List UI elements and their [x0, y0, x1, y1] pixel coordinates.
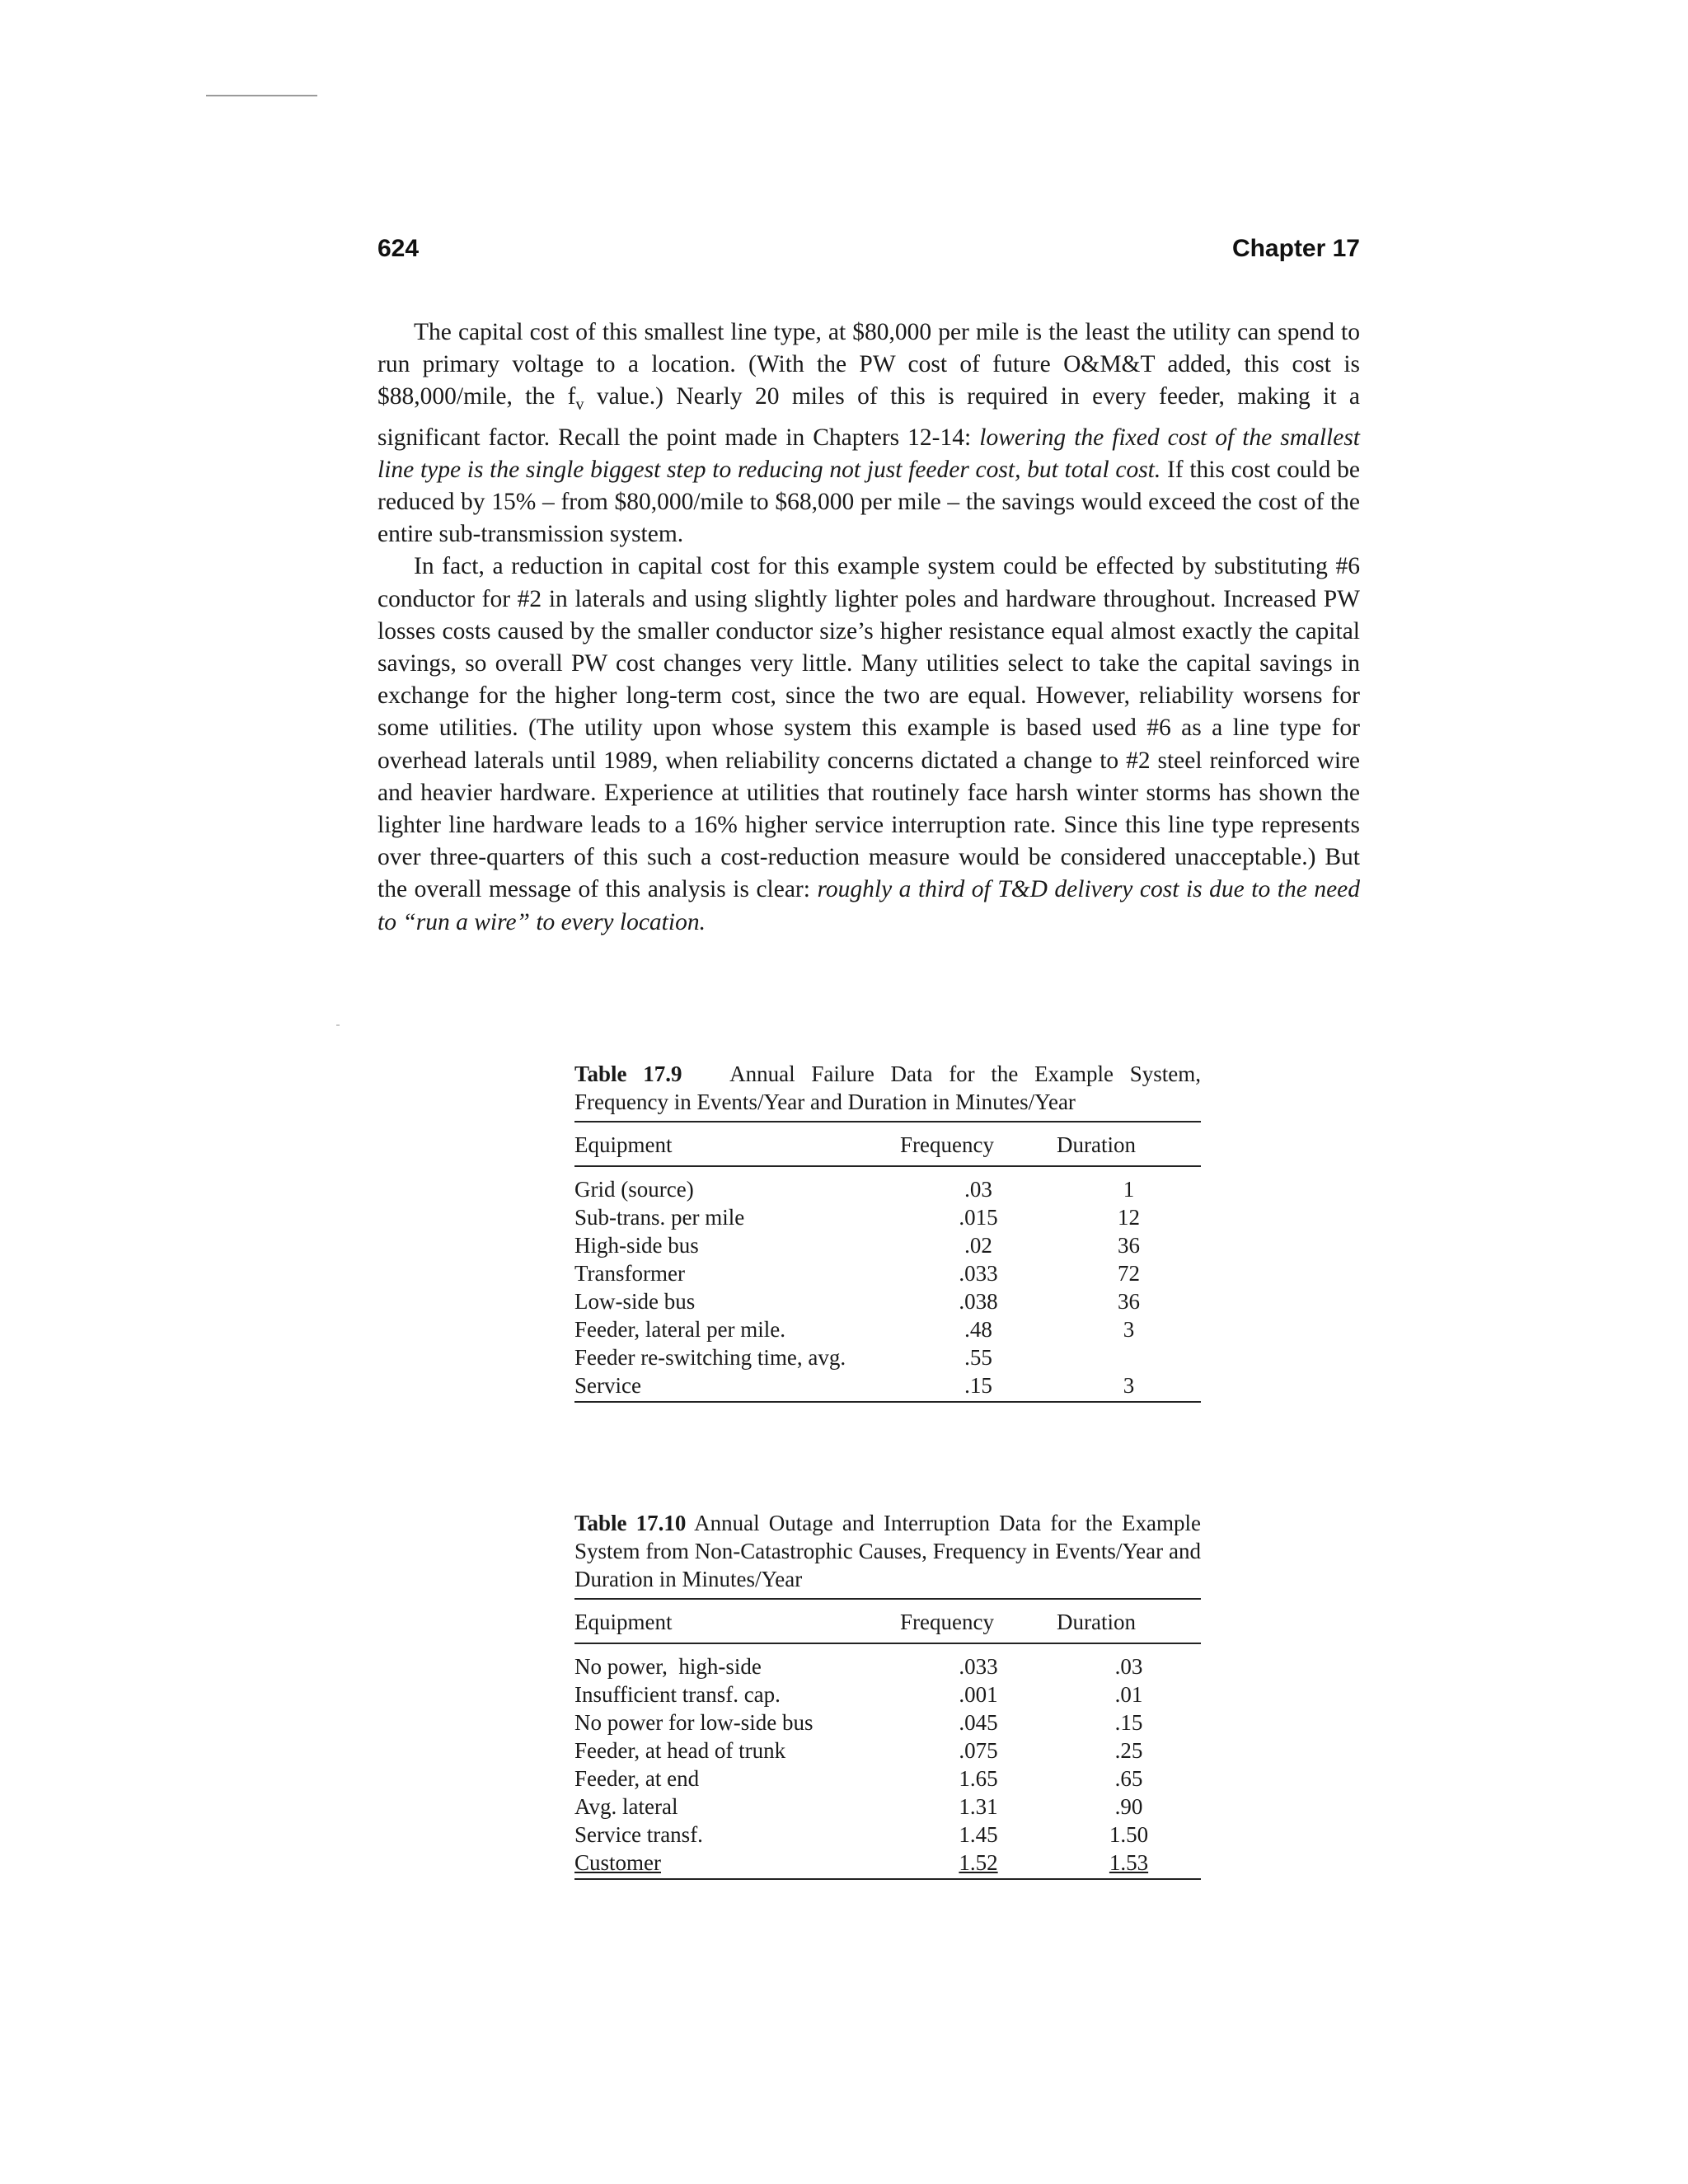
chapter-title: Chapter 17	[1231, 235, 1360, 262]
table-row	[574, 1765, 1201, 1793]
col-header-equipment: Equipment	[574, 1599, 900, 1643]
col-header-duration: Duration	[1057, 1599, 1201, 1643]
table-row	[574, 1821, 1201, 1849]
cell-duration: .25	[1114, 1738, 1143, 1763]
cell-duration	[1057, 1343, 1201, 1371]
cell-frequency: .001	[959, 1682, 998, 1707]
table-17-9	[574, 1060, 1201, 1403]
cell-equipment: Feeder re-switching time, avg.	[574, 1345, 846, 1370]
cell-duration: 12	[1118, 1205, 1140, 1230]
table-17-9-caption-line1: Annual Failure Data for the Example System,	[729, 1062, 1201, 1086]
cell-equipment: High-side bus	[574, 1233, 699, 1258]
cell-equipment: No power for low-side bus	[574, 1710, 814, 1735]
paragraph-2	[377, 551, 1360, 938]
cell-duration: .01	[1114, 1682, 1143, 1707]
cell-duration: .90	[1114, 1794, 1143, 1819]
cell-frequency: .015	[959, 1205, 998, 1230]
col-header-equipment: Equipment	[574, 1122, 900, 1166]
cell-equipment: No power, high-side	[574, 1654, 762, 1679]
cell-duration: .15	[1114, 1710, 1143, 1735]
cell-frequency: .55	[964, 1345, 992, 1370]
cell-equipment: Feeder, at head of trunk	[574, 1738, 786, 1763]
table-row	[574, 1166, 1201, 1203]
cell-equipment: Low-side bus	[574, 1289, 696, 1314]
table-17-9-caption-line2: Frequency in Events/Year and Duration in Minutes/Year	[574, 1090, 1076, 1114]
cell-frequency: .02	[964, 1233, 992, 1258]
table-17-10-grid	[574, 1598, 1201, 1880]
cell-frequency: .03	[964, 1177, 992, 1202]
col-header-duration: Duration	[1057, 1122, 1201, 1166]
paragraph-1	[377, 316, 1360, 551]
cell-equipment: Grid (source)	[574, 1177, 694, 1202]
page-number: 624	[377, 235, 420, 262]
cell-frequency: 1.65	[959, 1766, 998, 1791]
table-row	[574, 1315, 1201, 1343]
cell-duration: 36	[1118, 1289, 1140, 1314]
cell-equipment: Feeder, lateral per mile.	[574, 1317, 786, 1342]
cell-frequency: .033	[959, 1654, 998, 1679]
cell-equipment: Service	[574, 1373, 641, 1398]
cell-duration: 1.50	[1109, 1822, 1149, 1847]
cell-frequency: 1.45	[959, 1822, 998, 1847]
table-row	[574, 1231, 1201, 1259]
p1-subscript: v	[575, 396, 584, 415]
cell-duration: 36	[1118, 1233, 1140, 1258]
table-row	[574, 1849, 1201, 1879]
cell-frequency: .033	[959, 1261, 998, 1286]
cell-frequency: .045	[959, 1710, 998, 1735]
table-17-10	[574, 1509, 1201, 1880]
cell-frequency: .15	[964, 1373, 992, 1398]
cell-duration: 3	[1123, 1373, 1135, 1398]
table-row	[574, 1287, 1201, 1315]
table-row	[574, 1371, 1201, 1402]
scan-artifact-dot	[336, 1024, 340, 1026]
p1-text-a: The capital cost of this smallest line type, at $80,000 per mile is the least the utility can spend to run primary voltage to a location. (With the PW cost of future O&M&T added, this cost is $88,000/mile, the f	[377, 319, 1360, 410]
table-17-10-caption	[574, 1509, 1201, 1593]
table-17-9-label: Table 17.9	[574, 1062, 682, 1086]
p1-emphasis: lowering the fixed cost of the smallest line type is the single biggest step to reducing not just feeder cost, but total cost.	[377, 424, 1361, 483]
table-17-9-grid	[574, 1121, 1201, 1403]
scan-artifact-line	[206, 95, 317, 96]
cell-equipment: Avg. lateral	[574, 1794, 678, 1819]
table-header-row	[574, 1122, 1201, 1166]
p1-text-c: If this cost could be reduced by 15% – from $80,000/mile to $68,000 per mile – the savings would exceed the cost of the entire sub-transmission system.	[377, 456, 1360, 548]
table-row	[574, 1343, 1201, 1371]
table-row	[574, 1708, 1201, 1736]
table-row	[574, 1680, 1201, 1708]
running-head	[377, 235, 1360, 263]
table-row	[574, 1643, 1201, 1680]
cell-equipment: Sub-trans. per mile	[574, 1205, 745, 1230]
cell-equipment: Customer	[574, 1850, 661, 1875]
cell-duration: .65	[1114, 1766, 1143, 1791]
table-row	[574, 1736, 1201, 1765]
table-17-10-label: Table 17.10	[574, 1511, 687, 1535]
p2-text-a: In fact, a reduction in capital cost for this example system could be effected by substituting #6 conductor for #2 in laterals and using slightly lighter poles and hardware throughout. Increased PW losses costs caused by the smaller conductor size’s higher resistance equal almost exactly the capital savings, so overall PW cost changes very little. Many utilities select to take the capital savings in exchange for the higher long-term cost, since the two are equal. However, reliability worsens for some utilities. (The utility upon whose system this example is based used #6 as a line type for overhead laterals until 1989, when reliability concerns dictated a change to #2 steel reinforced wire and heavier hardware. Experience at utilities that routinely face harsh winter storms has shown the lighter line hardware leads to a 16% higher service interruption rate. Since this line type represents over three-quarters of this such a cost-reduction measure would be considered unacceptable.) But the overall message of this analysis is clear:	[377, 553, 1360, 903]
table-17-9-caption	[574, 1060, 1201, 1116]
cell-frequency: .038	[959, 1289, 998, 1314]
p1-text-b: value.) Nearly 20 miles of this is required in every feeder, making it a significant factor. Recall the point made in Chapters 12-14:	[377, 383, 1360, 451]
cell-frequency: .075	[959, 1738, 998, 1763]
cell-equipment: Service transf.	[574, 1822, 703, 1847]
cell-frequency: 1.52	[959, 1850, 998, 1875]
cell-duration: 72	[1118, 1261, 1140, 1286]
table-row	[574, 1259, 1201, 1287]
table-17-10-caption-text: Annual Outage and Interruption Data for the Example System from Non-Catastrophic Causes, Frequency in Events/Year and Duration in Minutes/Year	[574, 1511, 1201, 1591]
cell-duration: 1	[1123, 1177, 1135, 1202]
cell-equipment: Insufficient transf. cap.	[574, 1682, 781, 1707]
col-header-frequency: Frequency	[900, 1122, 1057, 1166]
table-row	[574, 1203, 1201, 1231]
cell-frequency: 1.31	[959, 1794, 998, 1819]
p2-emphasis: roughly a third of T&D delivery cost is due to the need to “run a wire” to every location.	[377, 876, 1361, 935]
col-header-frequency: Frequency	[900, 1599, 1057, 1643]
cell-duration: 3	[1123, 1317, 1135, 1342]
cell-equipment: Feeder, at end	[574, 1766, 700, 1791]
table-header-row	[574, 1599, 1201, 1643]
table-row	[574, 1793, 1201, 1821]
body-text	[377, 316, 1360, 939]
cell-equipment: Transformer	[574, 1261, 685, 1286]
cell-duration: 1.53	[1109, 1850, 1149, 1875]
cell-duration: .03	[1114, 1654, 1143, 1679]
cell-frequency: .48	[964, 1317, 992, 1342]
